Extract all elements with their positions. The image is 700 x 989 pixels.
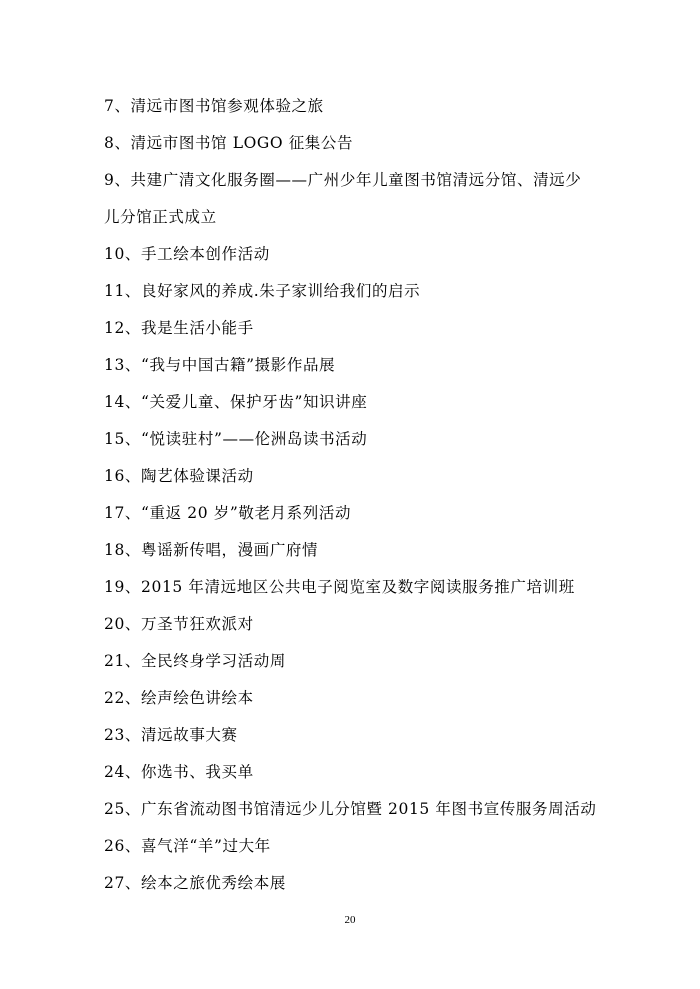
page-number: 20: [344, 914, 356, 926]
list-item: 7、清远市图书馆参观体验之旅: [104, 97, 324, 115]
list-item: 24、你选书、我买单: [104, 763, 254, 781]
list-item: 27、绘本之旅优秀绘本展: [104, 874, 286, 892]
list-item: 23、清远故事大赛: [104, 726, 238, 744]
list-item: 20、万圣节狂欢派对: [104, 615, 254, 633]
list-item: 12、我是生活小能手: [104, 319, 254, 337]
list-item: 16、陶艺体验课活动: [104, 467, 254, 485]
list-item: 25、广东省流动图书馆清远少儿分馆暨 2015 年图书宣传服务周活动: [104, 800, 597, 818]
list-item: 9、共建广清文化服务圈——广州少年儿童图书馆清远分馆、清远少: [104, 171, 582, 189]
list-item: 18、粤谣新传唱，漫画广府情: [104, 541, 319, 559]
list-item: 11、良好家风的养成.朱子家训给我们的启示: [104, 282, 421, 300]
list-item: 8、清远市图书馆 LOGO 征集公告: [104, 134, 354, 152]
list-item: 21、全民终身学习活动周: [104, 652, 286, 670]
list-item: 19、2015 年清远地区公共电子阅览室及数字阅读服务推广培训班: [104, 578, 575, 596]
list-item: 15、“悦读驻村”——伦洲岛读书活动: [104, 430, 368, 448]
list-item: 13、“我与中国古籍”摄影作品展: [104, 356, 336, 374]
list-item: 26、喜气洋“羊”过大年: [104, 837, 271, 855]
list-item: 10、手工绘本创作活动: [104, 245, 270, 263]
activity-list: [104, 88, 624, 902]
list-item: 22、绘声绘色讲绘本: [104, 689, 254, 707]
list-item: 17、“重返 20 岁”敬老月系列活动: [104, 504, 352, 522]
list-item-continuation: 儿分馆正式成立: [104, 208, 217, 226]
list-item: 14、“关爱儿童、保护牙齿”知识讲座: [104, 393, 368, 411]
